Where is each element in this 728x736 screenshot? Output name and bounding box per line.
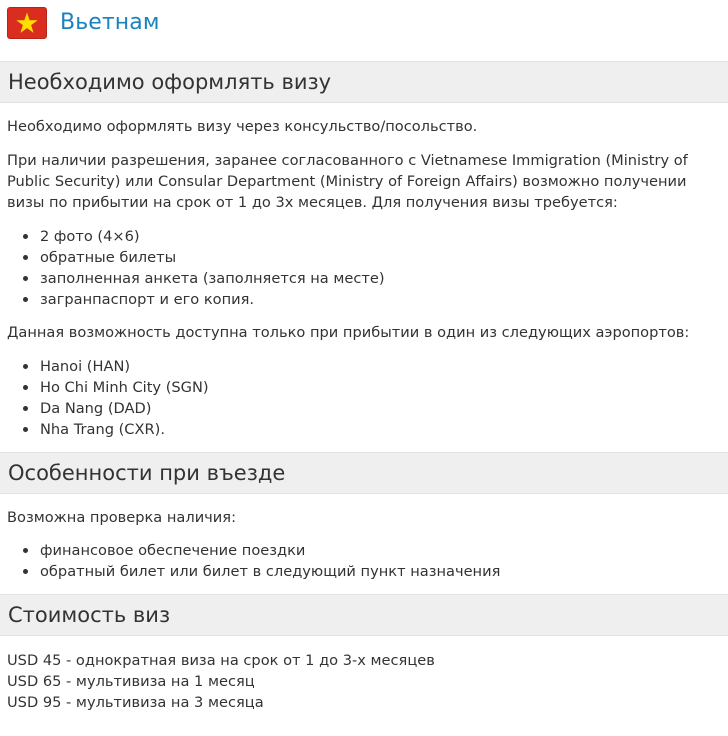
- requirements-list: [7, 226, 722, 310]
- country-header: [7, 7, 160, 39]
- airports-list: [7, 356, 722, 440]
- list-item: 2 фото (4×6): [7, 226, 722, 247]
- list-item: Da Nang (DAD): [7, 398, 722, 419]
- visa-arrival-info: [7, 150, 722, 213]
- cost-line: USD 45 - однократная виза на срок от 1 до 3-х месяцев: [7, 652, 435, 669]
- cost-lines: [7, 650, 722, 713]
- country-title: Вьетнам: [60, 10, 160, 35]
- section-header-cost: [0, 594, 728, 636]
- vietnam-flag-icon: [7, 7, 47, 39]
- visa-paragraph-3: Данная возможность доступна только при прибытии в один из следующих аэропортов:: [7, 324, 690, 341]
- section-title-visa: Необходимо оформлять визу: [8, 70, 332, 94]
- cost-line: USD 95 - мультивиза на 3 месяца: [7, 694, 264, 711]
- section-title-entry: Особенности при въезде: [8, 461, 286, 485]
- list-item: Ho Chi Minh City (SGN): [7, 377, 722, 398]
- entry-intro: [7, 507, 722, 528]
- section-header-entry: [0, 452, 728, 494]
- list-item: Hanoi (HAN): [7, 356, 722, 377]
- list-item: загранпаспорт и его копия.: [7, 289, 722, 310]
- list-item: Nha Trang (CXR).: [7, 419, 722, 440]
- section-header-visa: [0, 61, 728, 103]
- section-title-cost: Стоимость виз: [8, 603, 171, 627]
- visa-paragraph-2: При наличии разрешения, заранее согласованного с Vietnamese Immigration (Ministry of Public Security) или Consular Department (Ministry of Foreign Affairs) возможно получении визы по прибытии на срок от 1 до 3х месяцев. Для получения визы требуется:: [7, 152, 688, 211]
- list-item: заполненная анкета (заполняется на месте): [7, 268, 722, 289]
- list-item: обратный билет или билет в следующий пункт назначения: [7, 561, 722, 582]
- list-item: обратные билеты: [7, 247, 722, 268]
- airports-intro: [7, 322, 722, 343]
- visa-intro: [7, 116, 722, 137]
- list-item: финансовое обеспечение поездки: [7, 540, 722, 561]
- entry-list: [7, 540, 722, 582]
- visa-paragraph-1: Необходимо оформлять визу через консульство/посольство.: [7, 118, 478, 135]
- entry-paragraph-1: Возможна проверка наличия:: [7, 509, 236, 526]
- cost-line: USD 65 - мультивиза на 1 месяц: [7, 673, 255, 690]
